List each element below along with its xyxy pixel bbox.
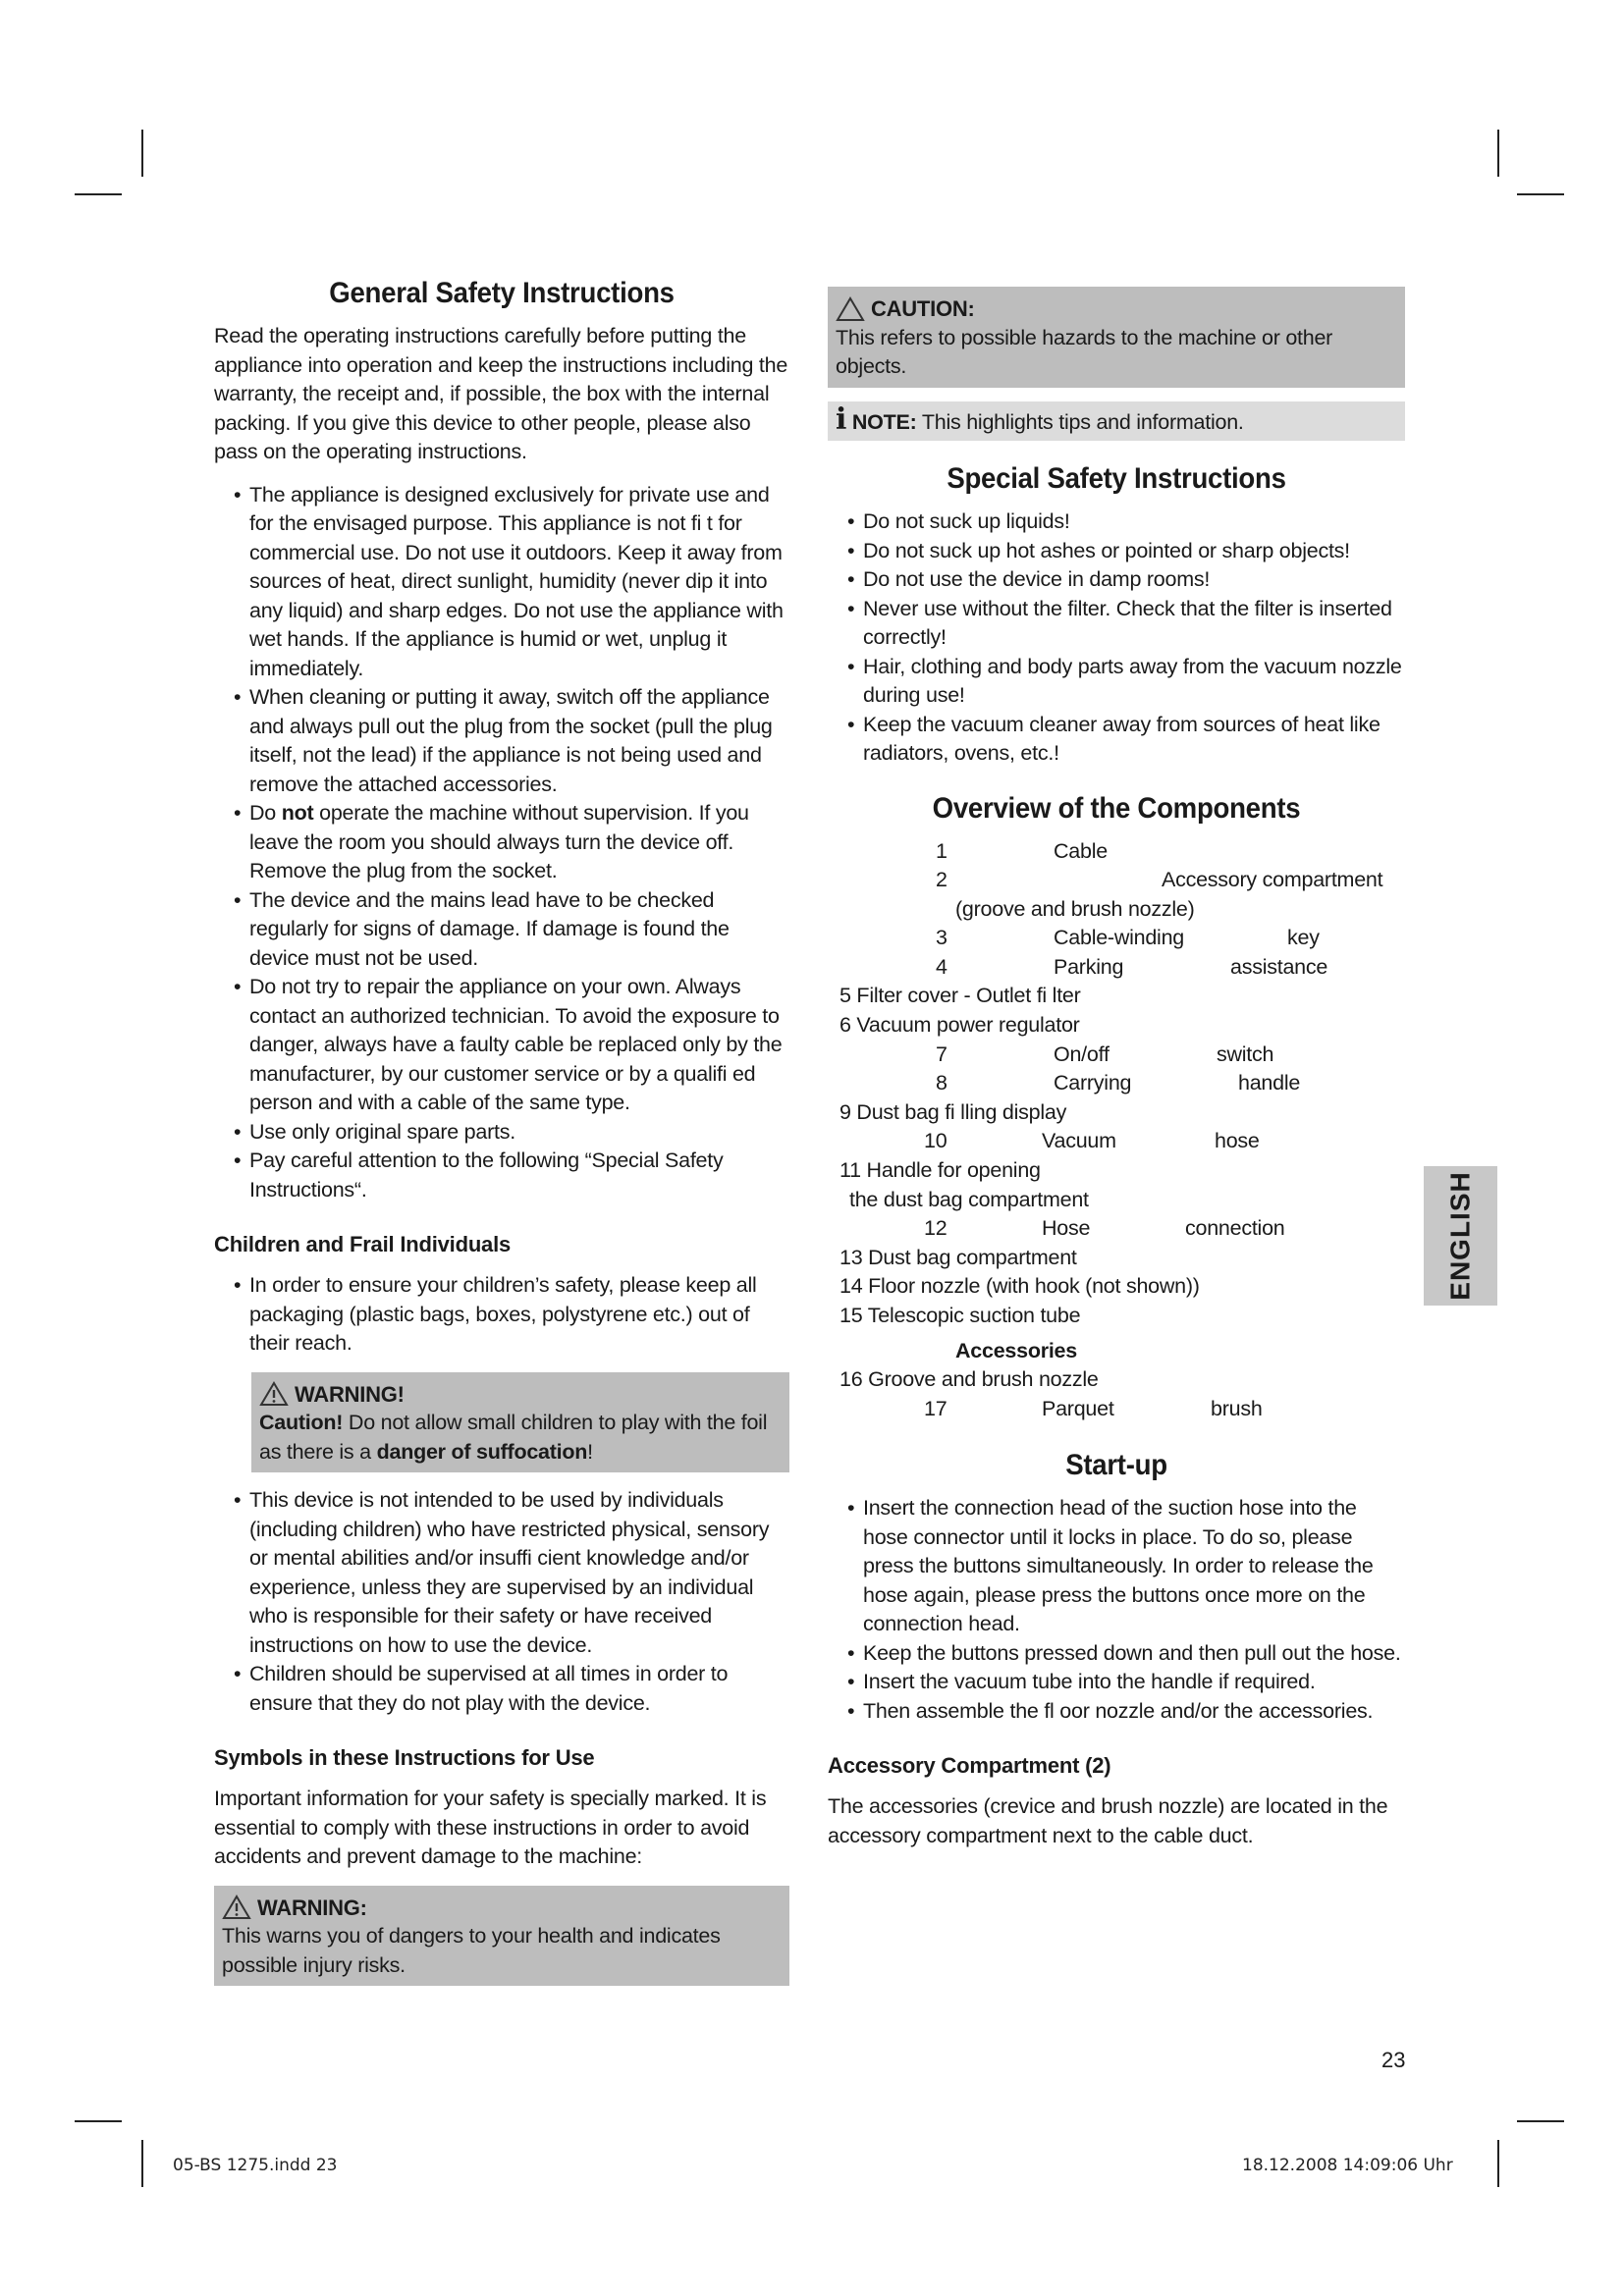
- caution-heading: CAUTION:: [871, 296, 975, 321]
- warning-box-suffocation: [251, 1372, 789, 1473]
- list-item: • Then assemble the fl oor nozzle and/or the accessories.: [847, 1698, 1374, 1723]
- warning-triangle-icon: [259, 1381, 289, 1407]
- list-item: • Children should be supervised at all times in order to ensure that they do not play with the device.: [234, 1662, 729, 1715]
- list-item: • When cleaning or putting it away, switch off the appliance and always pull out the plug from the socket (pull the plug itself, not the lead) if the appliance is not being used and remove the attached accessories.: [234, 685, 773, 796]
- warning-box-heading: WARNING!: [295, 1381, 405, 1407]
- note-box: [828, 401, 1405, 442]
- footer-file-info: 05-BS 1275.indd 23: [173, 2156, 338, 2175]
- caution-text: This refers to possible hazards to the machine or other objects.: [836, 325, 1333, 378]
- ability-list: [214, 1486, 789, 1718]
- list-item: 16 Groove and brush nozzle: [839, 1367, 1099, 1392]
- list-item: 1 Cable: [936, 838, 1108, 863]
- intro-paragraph: Read the operating instructions carefully before putting the appliance into operation and keep the instructions including the warranty, the receipt and, if possible, the box with the internal packing. If you give this device to other people, please also pass on the operating instructions.: [214, 324, 788, 463]
- list-item: 13 Dust bag compartment: [839, 1245, 1077, 1269]
- crop-mark: [1497, 130, 1499, 177]
- list-item: • Insert the connection head of the suction hose into the hose connector until it locks in place. To do so, please press the buttons simultaneously. In order to release the hose again, please press the buttons once more on the connection head.: [847, 1496, 1374, 1636]
- list-item: • Insert the vacuum tube into the handle if required.: [847, 1670, 1316, 1694]
- list-item: 7 On/off switch: [936, 1041, 1274, 1066]
- section-title-general-safety: General Safety Instructions: [329, 277, 675, 309]
- caution-box: [828, 287, 1405, 388]
- special-safety-list: [828, 507, 1405, 769]
- warning-box-health: [214, 1886, 789, 1987]
- crop-mark: [1517, 193, 1564, 195]
- list-item: 2 Accessory compartment: [936, 868, 1383, 892]
- symbols-paragraph: Important information for your safety is specially marked. It is essential to comply with these instructions in order to avoid accidents and prevent damage to the machine:: [214, 1787, 767, 1868]
- list-item: 6 Vacuum power regulator: [839, 1013, 1080, 1038]
- warning2-heading: WARNING:: [257, 1895, 367, 1920]
- warning2-text: This warns you of dangers to your health and indicates possible injury risks.: [222, 1924, 721, 1977]
- list-item: 9 Dust bag fi lling display: [839, 1099, 1067, 1124]
- startup-list: [828, 1494, 1405, 1726]
- list-item: 5 Filter cover - Outlet fi lter: [839, 984, 1081, 1008]
- list-item: • Do not suck up liquids!: [847, 509, 1070, 533]
- list-item: • The appliance is designed exclusively for private use and for the envisaged purpose. This appliance is not fi t for commercial use. Do not use it outdoors. Keep it away from sources of heat, direct sunlight, humidity (never dip it into any liquid) and sharp edges. Do not use the appliance with wet hands. If the appliance is humid or wet, unplug it immediately.: [234, 482, 784, 680]
- warning-box-text: Caution! Do not allow small children to play with the foil as there is a danger of suffocation!: [259, 1411, 768, 1464]
- list-item: • Do not use the device in damp rooms!: [847, 567, 1211, 591]
- accessory-compartment-text: The accessories (crevice and brush nozzle) are located in the accessory compartment next to the cable duct.: [828, 1794, 1388, 1847]
- list-item: 14 Floor nozzle (with hook (not shown)): [839, 1274, 1200, 1299]
- section-title-special-safety: Special Safety Instructions: [947, 462, 1286, 495]
- crop-mark: [141, 130, 143, 177]
- info-icon: i: [836, 401, 847, 437]
- note-text: This highlights tips and information.: [921, 409, 1244, 434]
- list-item: 4 Parking assistance: [936, 954, 1328, 979]
- list-item: • Keep the buttons pressed down and then pull out the hose.: [847, 1640, 1401, 1665]
- list-item: • Keep the vacuum cleaner away from sources of heat like radiators, ovens, etc.!: [847, 712, 1380, 765]
- crop-mark: [1497, 2140, 1499, 2187]
- note-label: NOTE:: [851, 409, 917, 434]
- list-item: 12 Hose connection: [924, 1216, 1285, 1241]
- list-item: • Never use without the filter. Check that the filter is inserted correctly!: [847, 596, 1392, 649]
- crop-mark: [1517, 2120, 1564, 2122]
- list-item: (groove and brush nozzle): [955, 896, 1195, 921]
- crop-mark: [75, 2120, 122, 2122]
- crop-mark: [75, 193, 122, 195]
- list-item: • The device and the mains lead have to be checked regularly for signs of damage. If damage is found the device must not be used.: [234, 887, 730, 970]
- children-list: [214, 1271, 789, 1359]
- list-item: • Do not operate the machine without supervision. If you leave the room you should always turn the device off. Remove the plug from the socket.: [234, 801, 749, 882]
- crop-mark: [141, 2140, 143, 2187]
- list-item: the dust bag compartment: [849, 1187, 1089, 1211]
- list-item: 8 Carrying handle: [936, 1071, 1301, 1095]
- warning-triangle-icon: [222, 1895, 251, 1920]
- left-column: [214, 277, 789, 2000]
- general-safety-list: [214, 481, 789, 1205]
- page-number: 23: [1381, 2048, 1406, 2072]
- accessories-heading: Accessories: [955, 1338, 1077, 1362]
- symbols-heading: Symbols in these Instructions for Use: [214, 1745, 595, 1770]
- accessory-compartment-heading: Accessory Compartment (2): [828, 1753, 1111, 1779]
- right-column: [828, 287, 1405, 1864]
- language-tab: ENGLISH: [1424, 1166, 1497, 1306]
- list-item: 10 Vacuum hose: [924, 1129, 1260, 1153]
- components-list: [828, 837, 1405, 1424]
- list-item: • Use only original spare parts.: [234, 1119, 515, 1144]
- section-title-startup: Start-up: [1065, 1449, 1167, 1482]
- list-item: • Do not suck up hot ashes or pointed or sharp objects!: [847, 538, 1350, 562]
- children-heading: Children and Frail Individuals: [214, 1232, 512, 1256]
- list-item: • Pay careful attention to the following “Special Safety Instructions“.: [234, 1148, 724, 1201]
- section-title-overview: Overview of the Components: [932, 791, 1301, 825]
- list-item: • In order to ensure your children’s safety, please keep all packaging (plastic bags, boxes, polystyrene etc.) out of their reach.: [234, 1273, 757, 1355]
- list-item: • Do not try to repair the appliance on your own. Always contact an authorized technician. To avoid the exposure to danger, always have a faulty cable be replaced only by the manufacturer, by our customer service or by a qualifi ed person and with a cable of the same type.: [234, 975, 783, 1114]
- list-item: 17 Parquet brush: [924, 1396, 1263, 1420]
- list-item: 3 Cable-winding key: [936, 926, 1320, 950]
- caution-triangle-icon: [836, 296, 865, 322]
- list-item: • Hair, clothing and body parts away from the vacuum nozzle during use!: [847, 654, 1402, 707]
- list-item: • This device is not intended to be used by individuals (including children) who have restricted physical, sensory or mental abilities and/or insuffi cient knowledge and/or experience, unless they are supervised by an individual who is responsible for their safety or have received instructions on how to use the device.: [234, 1488, 770, 1657]
- list-item: 11 Handle for opening: [839, 1158, 1041, 1183]
- footer-timestamp: 18.12.2008 14:09:06 Uhr: [1242, 2156, 1453, 2175]
- list-item: 15 Telescopic suction tube: [839, 1304, 1081, 1327]
